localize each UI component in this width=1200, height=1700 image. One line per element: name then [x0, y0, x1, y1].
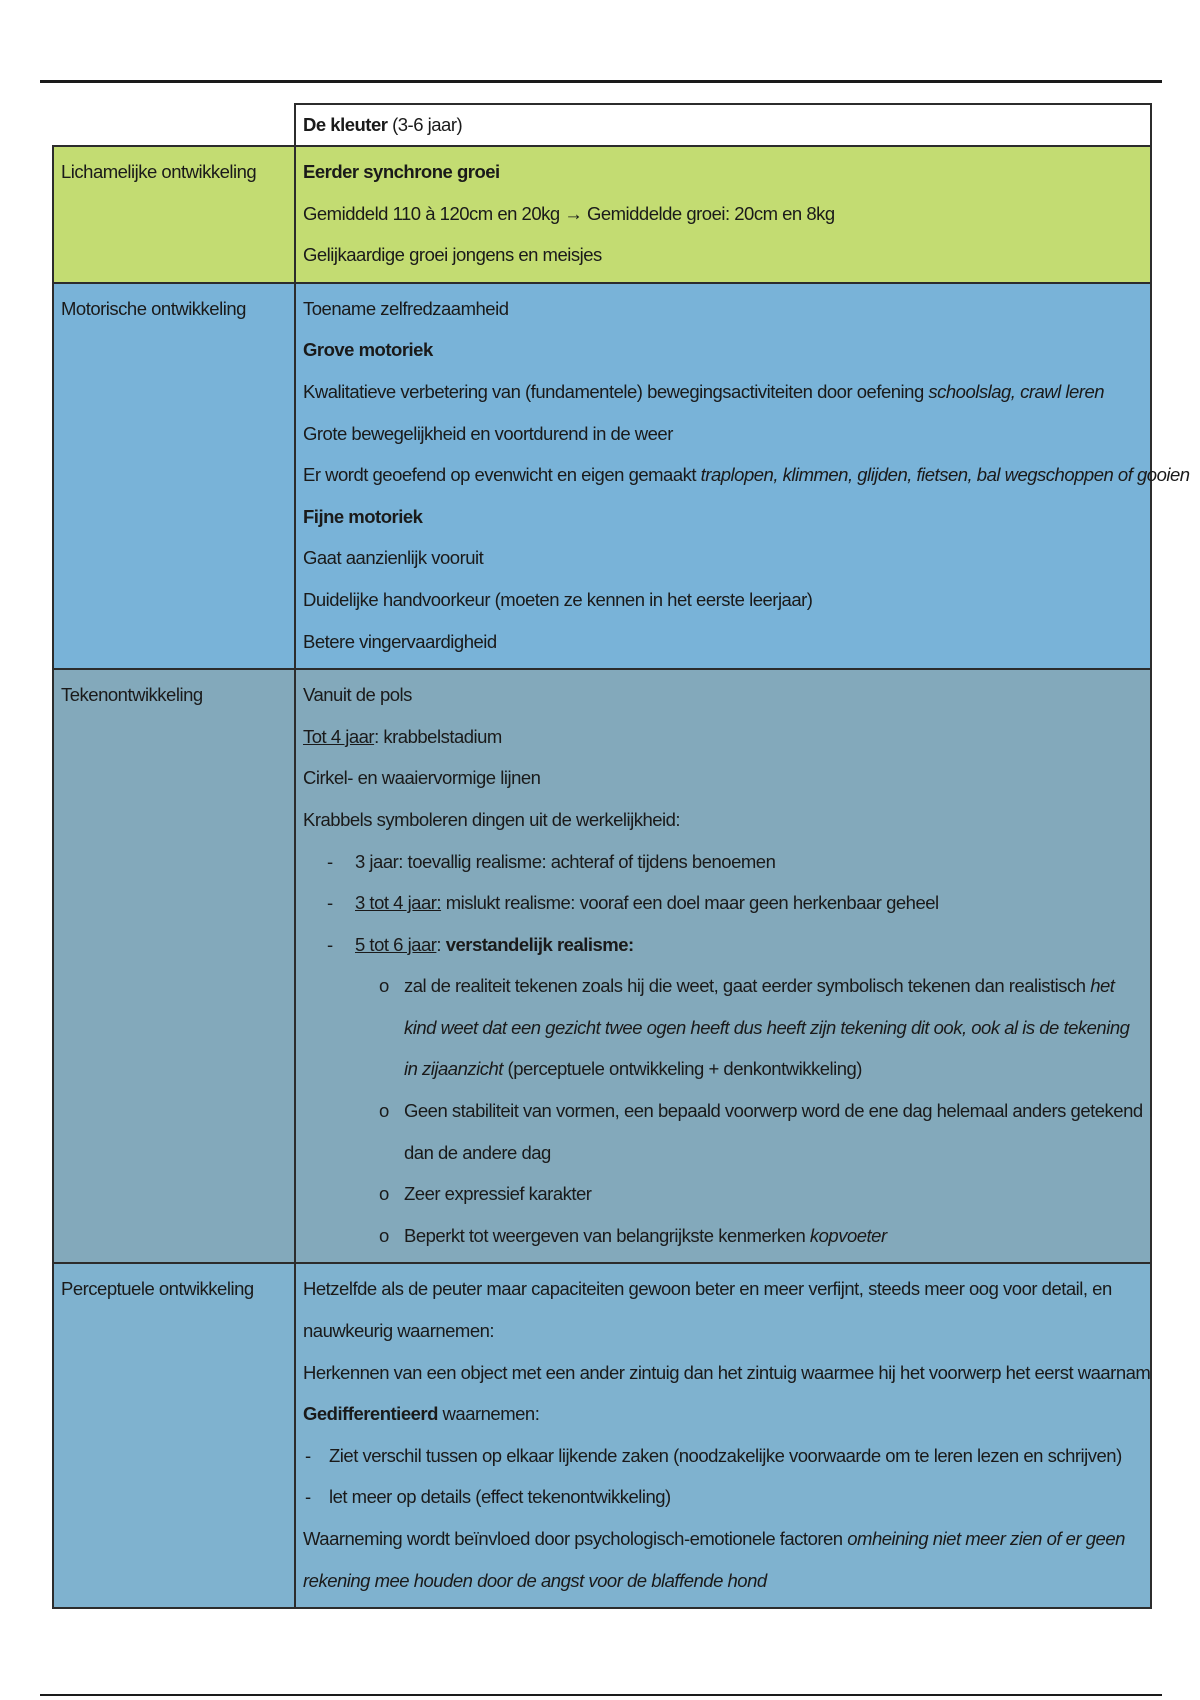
- row-perceptueel: [53, 1263, 1151, 1608]
- teken-line-1: Vanuit de pols: [303, 684, 412, 706]
- label-perceptueel: Perceptuele ontwikkeling: [53, 1263, 295, 1608]
- perceptueel-line-3: [303, 1393, 1143, 1435]
- bottom-rule: [40, 1694, 1162, 1696]
- motorisch-line-4: Grote bewegelijkheid en voortdurend in de weer: [303, 422, 673, 444]
- content-teken: [295, 669, 1151, 1263]
- row-lichamelijk: [53, 146, 1151, 283]
- header-cell: [295, 104, 1151, 146]
- motorisch-line-8: Duidelijke handvoorkeur (moeten ze kennen in het eerste leerjaar): [303, 588, 813, 610]
- teken-line-2-underlined: Tot 4 jaar: [303, 725, 375, 747]
- teken-line-2-rest: : krabbelstadium: [374, 725, 502, 747]
- teken-dash-3-colon: :: [436, 933, 446, 955]
- header-title: De kleuter: [303, 114, 388, 135]
- perceptueel-line-3-bold: Gedifferentieerd: [303, 1403, 438, 1425]
- header-row: [53, 104, 1151, 146]
- fijne-motoriek-heading: Fijne motoriek: [303, 505, 423, 527]
- teken-sub-2: o Geen stabiliteit van vormen, een bepaald voorwerp word de ene dag helemaal anders getekend dan de andere dag: [303, 1090, 1143, 1173]
- teken-sub-1-tail: (perceptuele ontwikkeling + denkontwikkeling): [502, 1058, 862, 1080]
- row-motorisch: [53, 283, 1151, 669]
- teken-line-4: Krabbels symboleren dingen uit de werkelijkheid:: [303, 808, 681, 830]
- content-lichamelijk: [295, 146, 1151, 283]
- development-table: [52, 103, 1190, 1609]
- teken-line-3: Cirkel- en waaiervormige lijnen: [303, 767, 541, 789]
- content-motorisch: [295, 283, 1190, 669]
- lichamelijk-line-1: Eerder synchrone groei: [303, 161, 500, 182]
- perceptueel-dash-2: - let meer op details (effect tekenontwikkeling): [303, 1476, 1143, 1518]
- teken-dash-3: [303, 924, 1143, 966]
- teken-dash-3-underlined: 5 tot 6 jaar: [355, 933, 437, 955]
- teken-dash-2-rest: mislukt realisme: vooraf een doel maar geen herkenbaar geheel: [441, 892, 939, 914]
- motorisch-line-3-example: schoolslag, crawl leren: [928, 380, 1105, 402]
- lichamelijk-line-3: Gelijkaardige groei jongens en meisjes: [303, 244, 602, 266]
- perceptueel-line-1: Hetzelfde als de peuter maar capaciteiten gewoon beter en meer verfijnt, steeds meer oog voor detail, en nauwkeurig waarnemen:: [303, 1278, 1112, 1342]
- motorisch-line-3-text: Kwalitatieve verbetering van (fundamentele) bewegingsactiviteiten door oefening: [303, 380, 929, 402]
- teken-sub-4: [303, 1215, 1143, 1257]
- teken-line-2: [303, 716, 1143, 758]
- teken-sub-4-example: kopvoeter: [809, 1224, 887, 1246]
- perceptueel-line-2: Herkennen van een object met een ander zintuig dan het zintuig waarmee hij het voorwerp het eerst waarnam: [303, 1361, 1151, 1383]
- motorisch-line-5: [303, 454, 1190, 496]
- teken-dash-1: - 3 jaar: toevallig realisme: achteraf of tijdens benoemen: [303, 841, 1143, 883]
- content-perceptueel: [295, 1263, 1151, 1608]
- label-lichamelijk: Lichamelijke ontwikkeling: [53, 146, 295, 283]
- grove-motoriek-heading: Grove motoriek: [303, 339, 433, 361]
- perceptueel-line-6-example: omheining niet meer zien of er geen rekening mee houden door de angst voor de blaffende hond: [303, 1528, 1125, 1591]
- perceptueel-line-6: [303, 1518, 1143, 1601]
- motorisch-line-3: [303, 371, 1143, 413]
- label-motorisch: Motorische ontwikkeling: [53, 283, 295, 669]
- header-age: (3-6 jaar): [392, 114, 463, 135]
- teken-sub-4-text: Beperkt tot weergeven van belangrijkste kenmerken: [404, 1224, 810, 1246]
- teken-dash-3-bold: verstandelijk realisme:: [445, 933, 634, 955]
- teken-sub-1-text: zal de realiteit tekenen zoals hij die weet, gaat eerder symbolisch tekenen dan realistisch: [404, 975, 1091, 997]
- motorisch-line-1: Toename zelfredzaamheid: [303, 297, 509, 319]
- motorisch-line-9: Betere vingervaardigheid: [303, 630, 497, 652]
- motorisch-line-7: Gaat aanzienlijk vooruit: [303, 547, 484, 569]
- top-rule: [40, 80, 1162, 83]
- motorisch-line-5-example: traplopen, klimmen, glijden, fietsen, bal wegschoppen of gooien: [700, 464, 1190, 486]
- teken-sub-1: [303, 965, 1143, 1090]
- teken-dash-2: [303, 882, 1143, 924]
- perceptueel-line-3-rest: waarnemen:: [437, 1403, 540, 1425]
- empty-corner-cell: [53, 104, 295, 146]
- motorisch-line-5-text: Er wordt geoefend op evenwicht en eigen gemaakt: [303, 464, 701, 486]
- teken-sub-3: o Zeer expressief karakter: [303, 1173, 1143, 1215]
- label-teken: Tekenontwikkeling: [53, 669, 295, 1263]
- perceptueel-dash-1: - Ziet verschil tussen op elkaar lijkende zaken (noodzakelijke voorwaarde om te leren lezen en schrijven): [303, 1435, 1143, 1477]
- perceptueel-line-6-text: Waarneming wordt beïnvloed door psychologisch-emotionele factoren: [303, 1528, 848, 1549]
- teken-sub-1-example: het kind weet dat een gezicht twee ogen heeft dus heeft zijn tekening dit ook, ook al is de tekening in zijaanzicht: [404, 975, 1130, 1080]
- row-teken: [53, 669, 1151, 1263]
- lichamelijk-line-2: Gemiddeld 110 à 120cm en 20kg → Gemiddelde groei: 20cm en 8kg: [303, 202, 835, 224]
- teken-dash-2-underlined: 3 tot 4 jaar:: [355, 892, 442, 914]
